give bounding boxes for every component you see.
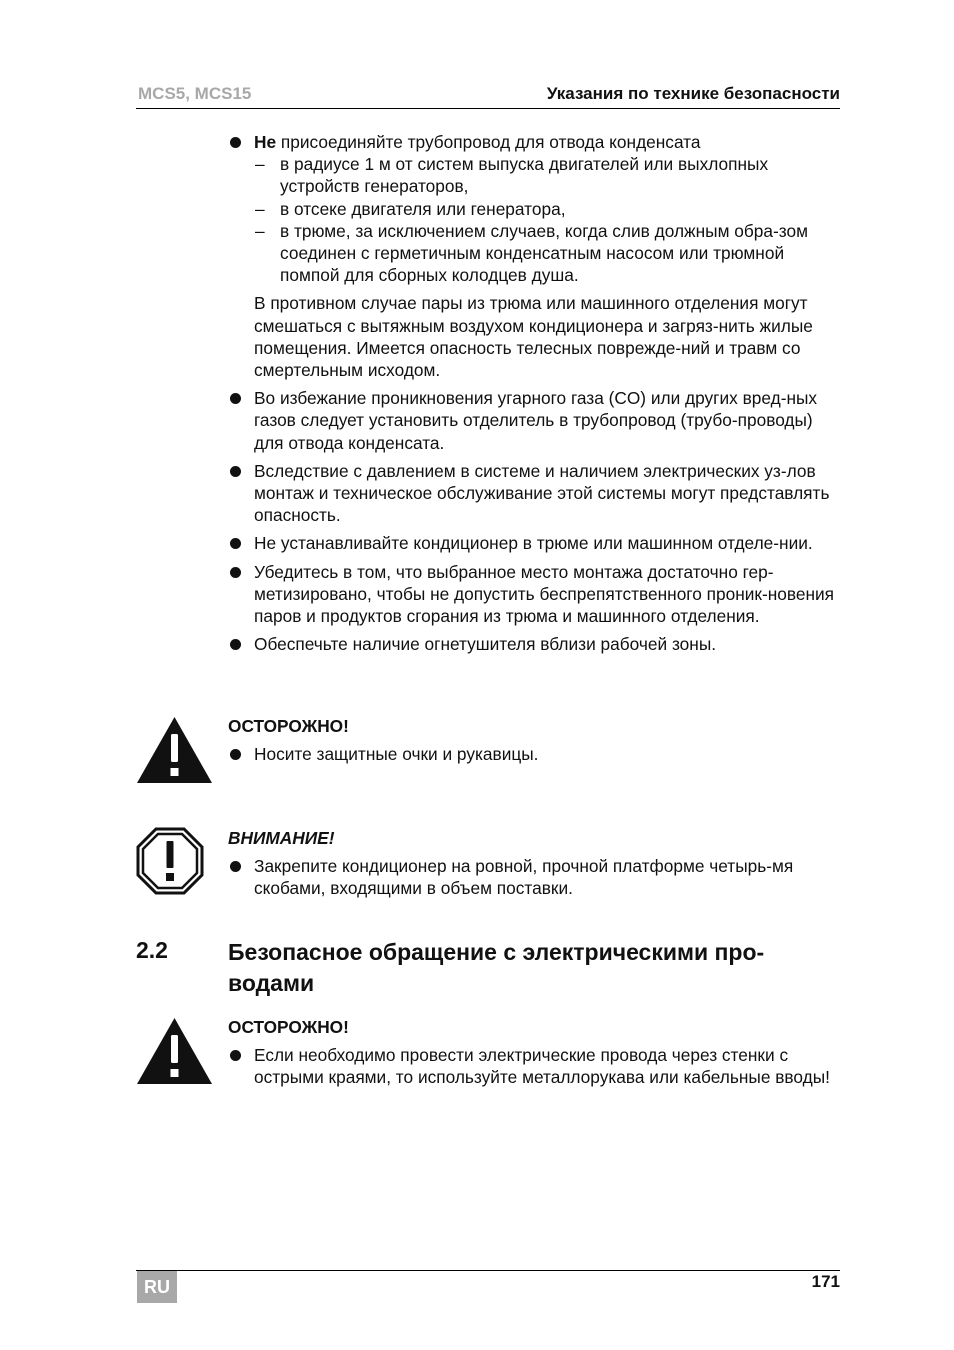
list-item: Обеспечьте наличие огнетушителя вблизи рабочей зоны.	[228, 633, 842, 655]
caution-label: ОСТОРОЖНО!	[228, 1017, 349, 1037]
header-model: MCS5, MCS15	[138, 84, 252, 103]
notice-octagon-icon	[136, 827, 204, 895]
header-divider	[136, 108, 840, 109]
notice-label: ВНИМАНИЕ!	[228, 828, 335, 848]
section-number: 2.2	[136, 937, 168, 963]
sub-list-item	[228, 153, 842, 197]
dash-marker: –	[255, 220, 265, 241]
page-number: 171	[811, 1272, 840, 1291]
warning-triangle-icon	[136, 1017, 213, 1085]
section-title: Безопасное обращение с электрическими про-водами	[228, 939, 765, 996]
list-item-text: присоединяйте трубопровод для отвода конденсата	[276, 132, 701, 152]
list-item: Если необходимо провести электрические провода через стенки с острыми краями, то используйте металлорукава или кабельные вводы!	[228, 1044, 842, 1088]
language-badge: RU	[137, 1271, 177, 1303]
list-item: Во избежание проникновения угарного газа (CO) или других вред-ных газов следует установить отделитель в трубопровод (трубо-проводы) для отвода конденсата.	[228, 387, 842, 454]
footer-divider	[136, 1270, 840, 1271]
sub-list-item-text: в отсеке двигателя или генератора,	[280, 198, 566, 219]
list-item: Не устанавливайте кондиционер в трюме или машинном отделе-нии.	[228, 532, 842, 554]
list-item: Убедитесь в том, что выбранное место монтажа достаточно гер-метизировано, чтобы не допустить беспрепятственного проник-новения паров и продуктов сгорания из трюма и машинного отделения.	[228, 561, 842, 628]
list-item	[228, 131, 842, 153]
sub-list-item-text: в трюме, за исключением случаев, когда слив должным обра-зом соединен с герметичным конденсатным насосом или трюмной помпой для сборных колодцев душа.	[280, 220, 808, 286]
dash-marker: –	[255, 154, 265, 175]
sub-list-item	[228, 198, 842, 220]
header-section-title: Указания по технике безопасности	[546, 84, 840, 103]
caution-block	[228, 1016, 842, 1089]
notice-block	[228, 827, 842, 900]
caution-label: ОСТОРОЖНО!	[228, 716, 349, 736]
dash-marker: –	[255, 198, 265, 219]
caution-block	[228, 715, 842, 765]
list-item: Закрепите кондиционер на ровной, прочной платформе четырь-мя скобами, входящими в объем поставки.	[228, 855, 842, 899]
list-item: Вследствие с давлением в системе и наличием электрических уз-лов монтаж и техническое обслуживание этой системы могут представлять опасность.	[228, 460, 842, 527]
warning-triangle-icon	[136, 716, 213, 784]
sub-list-item	[228, 220, 842, 287]
safety-list	[228, 131, 842, 655]
list-item: Носите защитные очки и рукавицы.	[228, 743, 842, 765]
sub-list-item-text: в радиусе 1 м от систем выпуска двигателей или выхлопных устройств генераторов,	[280, 154, 769, 197]
emphasis-text: Не	[254, 132, 277, 152]
paragraph: В противном случае пары из трюма или машинного отделения могут смешаться с вытяжным воздухом кондиционера и загряз-нить жилые помещения. Имеется опасность телесных поврежде-ний и травм со смертельным исходом.	[254, 293, 813, 381]
